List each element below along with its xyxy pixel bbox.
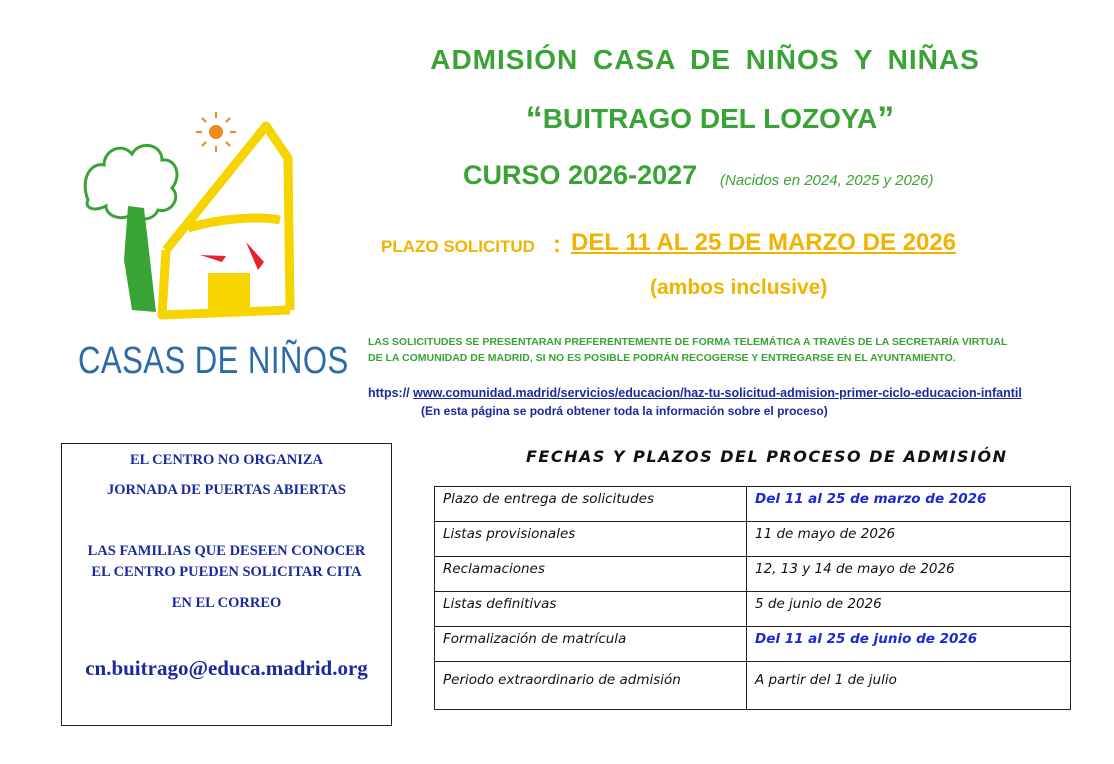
plazo-solicitud-label: PLAZO SOLICITUD: [381, 237, 535, 256]
submission-notice: [368, 334, 1068, 366]
ambos-inclusive: (ambos inclusive): [650, 276, 828, 299]
row-value: 12, 13 y 14 de mayo de 2026: [747, 557, 1071, 592]
open-quote: “: [525, 100, 543, 138]
row-label: Listas definitivas: [435, 592, 747, 627]
curso-label: CURSO 2026-2027: [463, 160, 698, 190]
nacidos-note: (Nacidos en 2024, 2025 y 2026): [720, 172, 934, 189]
title-buitrago-text: BUITRAGO DEL LOZOYA: [542, 103, 878, 134]
row-value: Del 11 al 25 de junio de 2026: [747, 627, 1071, 662]
table-row: [435, 522, 1071, 557]
info-line-3: LAS FAMILIAS QUE DESEEN CONOCER: [87, 543, 366, 559]
row-value: Del 11 al 25 de marzo de 2026: [747, 487, 1071, 522]
row-label: Listas provisionales: [435, 522, 747, 557]
row-value: A partir del 1 de julio: [747, 662, 1071, 710]
sun-icon: [196, 112, 236, 152]
info-line-4: EL CENTRO PUEDEN SOLICITAR CITA: [91, 564, 362, 580]
schedule-table: [434, 486, 1071, 710]
table-row: [435, 557, 1071, 592]
row-value: 5 de junio de 2026: [747, 592, 1071, 627]
row-label: Plazo de entrega de solicitudes: [435, 487, 747, 522]
table-row: [435, 592, 1071, 627]
logo-text: CASAS DE NIÑOS: [78, 340, 349, 382]
title-buitrago: [520, 100, 900, 139]
info-line-5: EN EL CORREO: [171, 595, 282, 611]
url-line: [368, 386, 1022, 400]
info-line-1: EL CENTRO NO ORGANIZA: [130, 452, 323, 468]
row-value: 11 de mayo de 2026: [747, 522, 1071, 557]
title-admision: ADMISIÓN CASA DE NIÑOS Y NIÑAS: [430, 44, 980, 75]
table-row: [435, 662, 1071, 710]
schedule-title: FECHAS Y PLAZOS DEL PROCESO DE ADMISIÓN: [526, 447, 1008, 466]
row-label: Periodo extraordinario de admisión: [435, 662, 747, 710]
plazo-colon: :: [553, 231, 561, 258]
admission-link[interactable]: www.comunidad.madrid/servicios/educacion/haz-tu-solicitud-admision-primer-ciclo-educacion-infantil: [413, 386, 1022, 400]
info-line-2: JORNADA DE PUERTAS ABIERTAS: [107, 482, 346, 498]
contact-email[interactable]: cn.buitrago@educa.madrid.org: [85, 656, 368, 680]
info-box: [61, 443, 392, 726]
table-row: [435, 487, 1071, 522]
plazo-solicitud-date: DEL 11 AL 25 DE MARZO DE 2026: [571, 229, 957, 256]
row-label: Formalización de matrícula: [435, 627, 747, 662]
url-prefix: https://: [368, 386, 410, 400]
row-label: Reclamaciones: [435, 557, 747, 592]
close-quote: ”: [877, 100, 895, 138]
notice-line-2: DE LA COMUNIDAD DE MADRID, SI NO ES POSIBLE PODRÁN RECOGERSE Y ENTREGARSE EN EL AYUNTAMIENTO.: [368, 352, 956, 364]
url-note: (En esta página se podrá obtener toda la información sobre el proceso): [421, 404, 828, 418]
table-row: [435, 627, 1071, 662]
notice-line-1: LAS SOLICITUDES SE PRESENTARAN PREFERENTEMENTE DE FORMA TELEMÁTICA A TRAVÉS DE LA SECRETARÍA VIRTUAL: [368, 336, 1008, 348]
